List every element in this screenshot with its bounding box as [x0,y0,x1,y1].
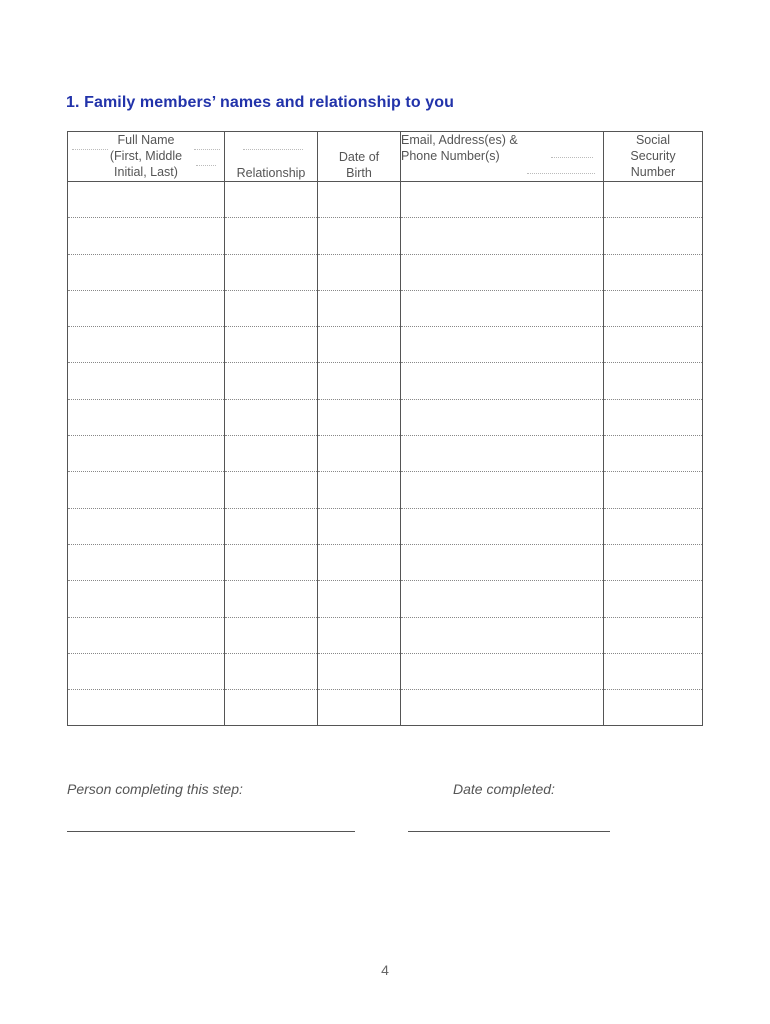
ssn-cell[interactable] [604,218,703,254]
full-name-cell[interactable] [68,399,225,435]
contact-cell[interactable] [401,399,604,435]
date-of-birth-cell[interactable] [318,327,401,363]
ssn-cell[interactable] [604,436,703,472]
contact-cell[interactable] [401,290,604,326]
contact-cell[interactable] [401,436,604,472]
date-of-birth-cell[interactable] [318,617,401,653]
table-row [68,472,703,508]
full-name-cell[interactable] [68,182,225,218]
relationship-cell[interactable] [225,653,318,689]
table-row [68,290,703,326]
table-row [68,254,703,290]
ssn-cell[interactable] [604,363,703,399]
table-header-row [68,132,703,182]
contact-cell[interactable] [401,218,604,254]
relationship-cell[interactable] [225,617,318,653]
page-number: 4 [381,962,389,978]
date-completed-line[interactable] [408,831,610,832]
column-header-contact [401,132,604,182]
date-of-birth-cell[interactable] [318,472,401,508]
table-row [68,581,703,617]
table-row [68,363,703,399]
full-name-cell[interactable] [68,327,225,363]
date-of-birth-cell[interactable] [318,218,401,254]
relationship-cell[interactable] [225,363,318,399]
full-name-cell[interactable] [68,617,225,653]
relationship-cell[interactable] [225,690,318,726]
table-row [68,617,703,653]
full-name-cell[interactable] [68,436,225,472]
relationship-cell[interactable] [225,290,318,326]
table-row [68,399,703,435]
full-name-cell[interactable] [68,581,225,617]
date-of-birth-cell[interactable] [318,653,401,689]
full-name-cell[interactable] [68,508,225,544]
date-of-birth-cell[interactable] [318,581,401,617]
table-row [68,690,703,726]
relationship-cell[interactable] [225,508,318,544]
ssn-header-label: Social Security Number [630,133,676,179]
contact-cell[interactable] [401,363,604,399]
full-name-header-label: Full Name (First, Middle Initial, Last) [109,133,183,179]
ssn-cell[interactable] [604,653,703,689]
date-of-birth-cell[interactable] [318,436,401,472]
relationship-cell[interactable] [225,544,318,580]
relationship-cell[interactable] [225,254,318,290]
ssn-cell[interactable] [604,327,703,363]
contact-cell[interactable] [401,617,604,653]
full-name-cell[interactable] [68,690,225,726]
contact-cell[interactable] [401,254,604,290]
contact-cell[interactable] [401,508,604,544]
relationship-cell[interactable] [225,472,318,508]
date-completed-label: Date completed: [453,781,555,797]
table-row [68,544,703,580]
ssn-cell[interactable] [604,472,703,508]
relationship-cell[interactable] [225,581,318,617]
date-of-birth-cell[interactable] [318,290,401,326]
person-completing-label: Person completing this step: [67,781,243,797]
ssn-cell[interactable] [604,254,703,290]
table-row [68,182,703,218]
full-name-cell[interactable] [68,290,225,326]
date-of-birth-cell[interactable] [318,690,401,726]
ssn-cell[interactable] [604,399,703,435]
section-heading: 1. Family members’ names and relationship to you [66,94,455,111]
ssn-cell[interactable] [604,508,703,544]
full-name-cell[interactable] [68,653,225,689]
full-name-cell[interactable] [68,544,225,580]
column-header-relationship [225,132,318,182]
ssn-cell[interactable] [604,581,703,617]
full-name-cell[interactable] [68,363,225,399]
contact-cell[interactable] [401,182,604,218]
relationship-cell[interactable] [225,182,318,218]
date-of-birth-cell[interactable] [318,182,401,218]
date-of-birth-cell[interactable] [318,363,401,399]
contact-cell[interactable] [401,690,604,726]
contact-cell[interactable] [401,472,604,508]
full-name-cell[interactable] [68,254,225,290]
relationship-cell[interactable] [225,436,318,472]
relationship-cell[interactable] [225,399,318,435]
relationship-cell[interactable] [225,218,318,254]
column-header-date-of-birth [318,132,401,182]
contact-header-label: Email, Address(es) & Phone Number(s) [401,133,518,163]
ssn-cell[interactable] [604,690,703,726]
full-name-cell[interactable] [68,218,225,254]
date-of-birth-cell[interactable] [318,544,401,580]
ssn-cell[interactable] [604,290,703,326]
contact-cell[interactable] [401,653,604,689]
table-row [68,218,703,254]
date-of-birth-cell[interactable] [318,254,401,290]
relationship-header-label: Relationship [236,166,306,180]
person-completing-signature-line[interactable] [67,831,355,832]
full-name-cell[interactable] [68,472,225,508]
contact-cell[interactable] [401,581,604,617]
table-row [68,653,703,689]
table-row [68,436,703,472]
ssn-cell[interactable] [604,182,703,218]
contact-cell[interactable] [401,544,604,580]
relationship-cell[interactable] [225,327,318,363]
family-members-table [67,131,703,726]
contact-cell[interactable] [401,327,604,363]
date-of-birth-cell[interactable] [318,508,401,544]
date-of-birth-header-label: Date of Birth [338,150,380,180]
ssn-cell[interactable] [604,617,703,653]
table-row [68,327,703,363]
table-row [68,508,703,544]
ssn-cell[interactable] [604,544,703,580]
column-header-ssn [604,132,703,182]
date-of-birth-cell[interactable] [318,399,401,435]
column-header-full-name [68,132,225,182]
